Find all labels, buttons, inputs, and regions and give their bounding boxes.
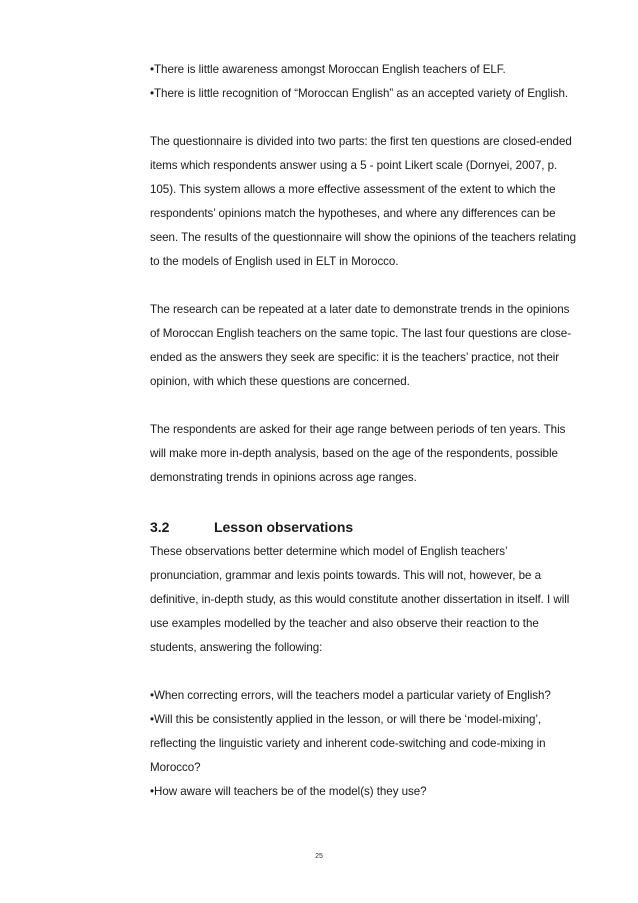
spacer	[150, 660, 580, 684]
paragraph: The respondents are asked for their age range between periods of ten years. This will make more in-depth analysis, based on the age of the respondents, possible demonstrating trends in opinions across age ranges.	[150, 423, 566, 484]
spacer	[150, 274, 580, 298]
bullet-item: •How aware will teachers be of the model(s) they use?	[150, 785, 427, 798]
bullet-item: •When correcting errors, will the teachers model a particular variety of English?	[150, 689, 551, 702]
paragraph: These observations better determine which model of English teachers’ pronunciation, grammar and lexis points towards. This will not, however, be a definitive, in-depth study, as this would constitute another dissertation in itself. I will use examples modelled by the teacher and also observe their reaction to the students, answering the following:	[150, 545, 570, 654]
paragraph: The research can be repeated at a later date to demonstrate trends in the opinions of Moroccan English teachers on the same topic. The last four questions are close-ended as the answers they seek are specific: it is the teachers’ practice, not their opinion, with which these questions are concerned.	[150, 303, 572, 388]
section-heading	[150, 514, 580, 540]
page-number: 25	[315, 853, 323, 860]
bullet-item: •There is little recognition of “Moroccan English” as an accepted variety of English.	[150, 87, 569, 100]
section-title: Lesson observations	[214, 519, 354, 535]
spacer	[150, 394, 580, 418]
page-body	[150, 58, 580, 804]
section-number: 3.2	[150, 519, 170, 535]
spacer	[150, 490, 580, 514]
bullet-item: •Will this be consistently applied in the lesson, or will there be ‘model-mixing’, reflecting the linguistic variety and inherent code-switching and code-mixing in Morocco?	[150, 713, 546, 774]
spacer	[150, 106, 580, 130]
paragraph: The questionnaire is divided into two parts: the first ten questions are closed-ended items which respondents answer using a 5 - point Likert scale (Dornyei, 2007, p. 105). This system allows a more effective assessment of the extent to which the respondents’ opinions match the hypotheses, and where any differences can be seen. The results of the questionnaire will show the opinions of the teachers relating to the models of English used in ELT in Morocco.	[150, 135, 577, 268]
bullet-item: •There is little awareness amongst Moroccan English teachers of ELF.	[150, 63, 506, 76]
